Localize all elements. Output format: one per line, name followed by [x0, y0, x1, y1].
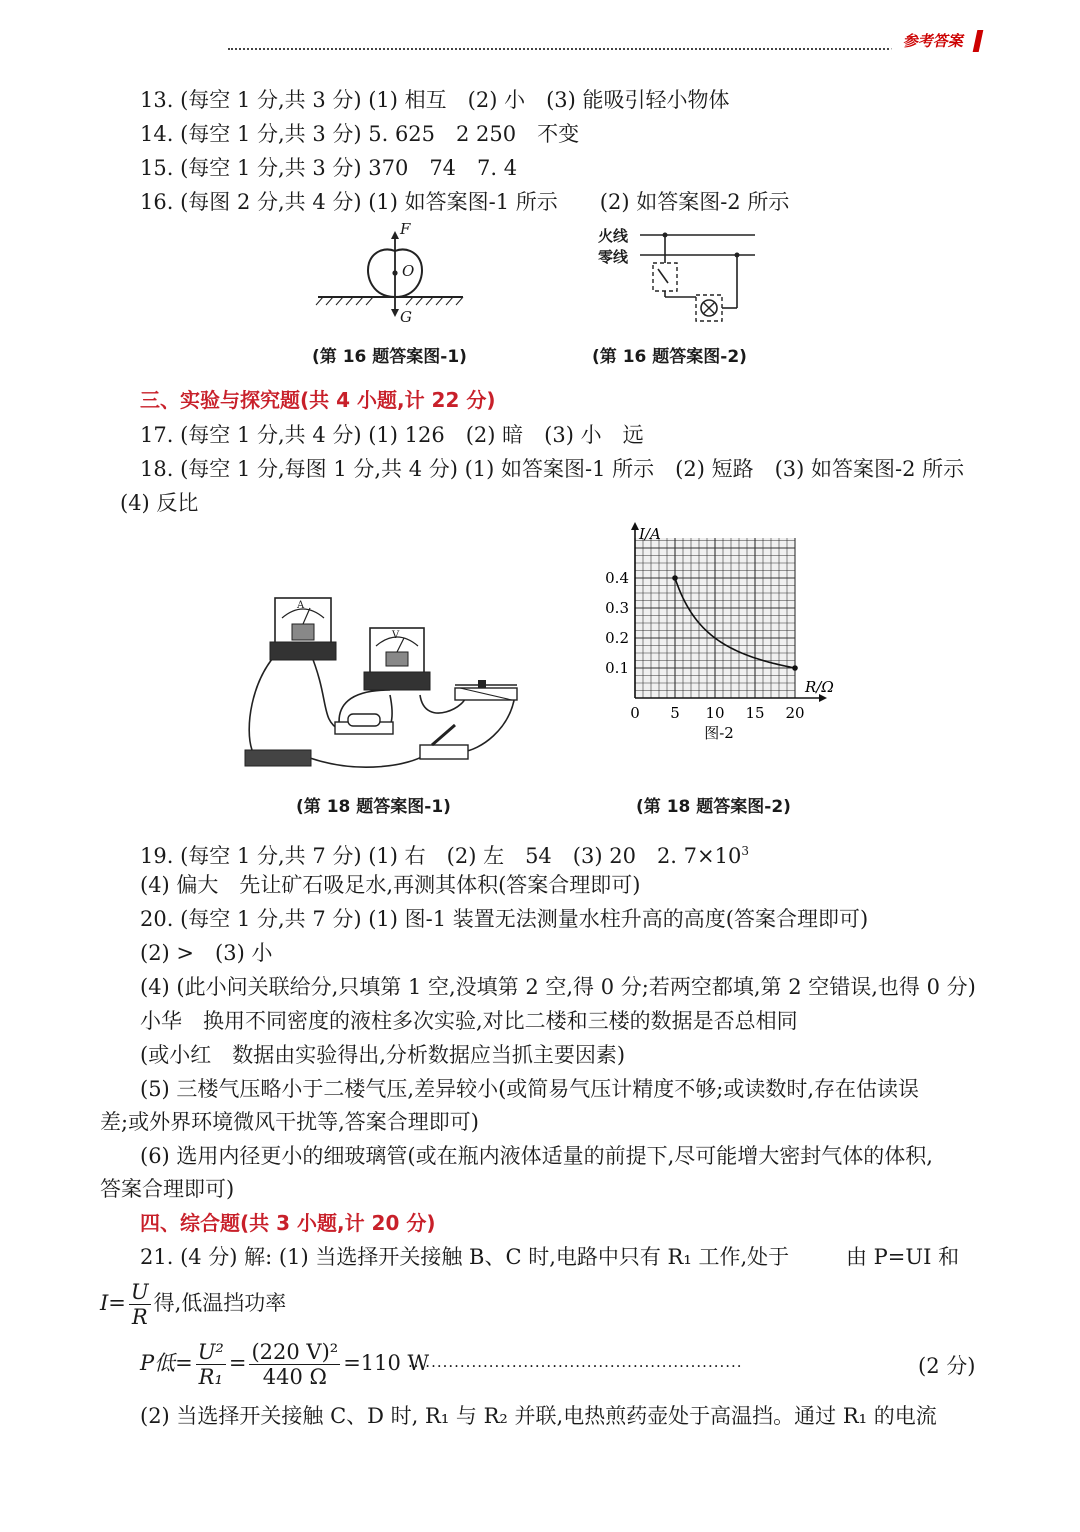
figure-16-2 [640, 225, 760, 325]
answer-q21-part2: (2) 当选择开关接触 C、D 时, R₁ 与 R₂ 并联,电热煎药壶处于高温挡。通过 R₁ 的电流 [140, 1404, 937, 1428]
figure-18-1 [240, 590, 530, 780]
low-power-formula [140, 1340, 429, 1389]
gravity-label-g: G [400, 308, 412, 326]
ammeter-label: A [297, 600, 305, 611]
answer-q14: 14. (每空 1 分,共 3 分) 5. 625 2 250 不变 [140, 122, 580, 146]
y-tick-label: 0.1 [605, 659, 629, 677]
x-tick-label: 10 [705, 704, 725, 722]
ohm-law-formula [100, 1280, 286, 1329]
answer-key-badge: 参考答案 [891, 30, 984, 52]
score-q21-part1: (2 分) [918, 1354, 976, 1378]
graph-sub-label: 图-2 [704, 724, 734, 742]
ohm-law-num: U [130, 1280, 149, 1304]
answer-q20-part2: (2) > (3) 小 [140, 941, 273, 965]
answer-q20-part5-line1: (5) 三楼气压略小于二楼气压,差异较小(或简易气压计精度不够;或读数时,存在估读误 [140, 1077, 920, 1101]
ohm-law-den: R [131, 1305, 148, 1329]
voltmeter-label: V [392, 630, 400, 641]
neutral-wire-label: 零线 [598, 248, 629, 266]
caption-16-2: (第 16 题答案图-2) [592, 347, 747, 367]
answer-q20-part5-line2: 差;或外界环境微风干扰等,答案合理即可) [100, 1110, 479, 1134]
center-label-o: O [402, 262, 415, 280]
figure-16-1 [315, 225, 475, 330]
caption-18-2: (第 18 题答案图-2) [636, 797, 791, 817]
ohm-law-lhs: I= [100, 1291, 126, 1315]
y-tick-label: 0.2 [605, 629, 629, 647]
answer-q19-exponent: 3 [741, 844, 749, 858]
y-tick-label: 0.3 [605, 599, 629, 617]
data-point [672, 575, 678, 581]
answer-q18: 18. (每空 1 分,每图 1 分,共 4 分) (1) 如答案图-1 所示 (2) 短路 (3) 如答案图-2 所示 [140, 457, 965, 481]
answer-q19-part4: (4) 偏大 先让矿石吸足水,再测其体积(答案合理即可) [140, 873, 641, 897]
answer-q15: 15. (每空 1 分,共 3 分) 370 74 7. 4 [140, 156, 518, 180]
y-axis-arrow [631, 522, 639, 530]
answer-q16: 16. (每图 2 分,共 4 分) (1) 如答案图-1 所示 (2) 如答案图-2 所示 [140, 190, 790, 214]
low-power-fraction-1 [196, 1340, 226, 1389]
low-power-lhs: P低= [140, 1351, 193, 1375]
ohm-law-fraction [129, 1280, 151, 1329]
answer-q13: 13. (每空 1 分,共 3 分) (1) 相互 (2) 小 (3) 能吸引轻小物体 [140, 88, 730, 112]
x-axis-label: R/Ω [805, 678, 834, 696]
answer-q20: 20. (每空 1 分,共 7 分) (1) 图-1 装置无法测量水柱升高的高度(答案合理即可) [140, 907, 869, 931]
low-power-den-1: R₁ [198, 1365, 223, 1389]
ohm-law-rest: 得,低温挡功率 [153, 1291, 287, 1315]
answer-q21: 21. (4 分) 解: (1) 当选择开关接触 B、C 时,电路中只有 R₁ 工作,处于 [140, 1245, 790, 1269]
answer-q20-part4-b: (或小红 数据由实验得出,分析数据应当抓主要因素) [140, 1043, 626, 1067]
data-point [792, 665, 798, 671]
answer-q20-part4-rule: (4) (此小问关联给分,只填第 1 空,没填第 2 空,得 0 分;若两空都填,第 2 空错误,也得 0 分) [140, 975, 976, 999]
live-wire-label: 火线 [598, 227, 629, 245]
x-tick-label: 15 [745, 704, 765, 722]
low-power-num-2: (220 V)² [251, 1340, 339, 1364]
answer-q20-part6-line2: 答案合理即可) [100, 1177, 235, 1201]
score-leader-dots: ·························································· [408, 1357, 743, 1375]
section-3-heading: 三、实验与探究题(共 4 小题,计 22 分) [140, 388, 496, 412]
low-power-den-2: 440 Ω [262, 1365, 327, 1389]
answer-q19 [140, 837, 749, 870]
low-power-result: =110 W [343, 1351, 430, 1375]
y-tick-label: 0.4 [605, 569, 629, 587]
header-rule [228, 48, 968, 50]
x-tick-label: 5 [670, 704, 680, 722]
figure-18-2-graph [600, 525, 860, 780]
answer-q17: 17. (每空 1 分,共 4 分) (1) 126 (2) 暗 (3) 小 远 [140, 423, 644, 447]
answer-q19-text: 19. (每空 1 分,共 7 分) (1) 右 (2) 左 54 (3) 20 2. 7×10 [140, 844, 742, 868]
x-tick-label: 20 [785, 704, 805, 722]
low-power-num-1: U² [197, 1340, 224, 1364]
caption-16-1: (第 16 题答案图-1) [312, 347, 467, 367]
answer-q18-part4: (4) 反比 [120, 491, 199, 515]
y-axis-label: I/A [639, 525, 661, 543]
answer-q20-part6-line1: (6) 选用内径更小的细玻璃管(或在瓶内液体适量的前提下,尽可能增大密封气体的体积, [140, 1144, 933, 1168]
section-4-heading: 四、综合题(共 3 小题,计 20 分) [140, 1211, 436, 1235]
x-tick-label: 0 [630, 704, 640, 722]
caption-18-1: (第 18 题答案图-1) [296, 797, 451, 817]
answer-q20-part4-a: 小华 换用不同密度的液柱多次实验,对比二楼和三楼的数据是否总相同 [140, 1009, 798, 1033]
answer-q21-tail: 由 P=UI 和 [846, 1245, 960, 1269]
force-label-f: F [400, 220, 411, 238]
low-power-eq: = [228, 1351, 247, 1375]
low-power-fraction-2 [249, 1340, 340, 1389]
